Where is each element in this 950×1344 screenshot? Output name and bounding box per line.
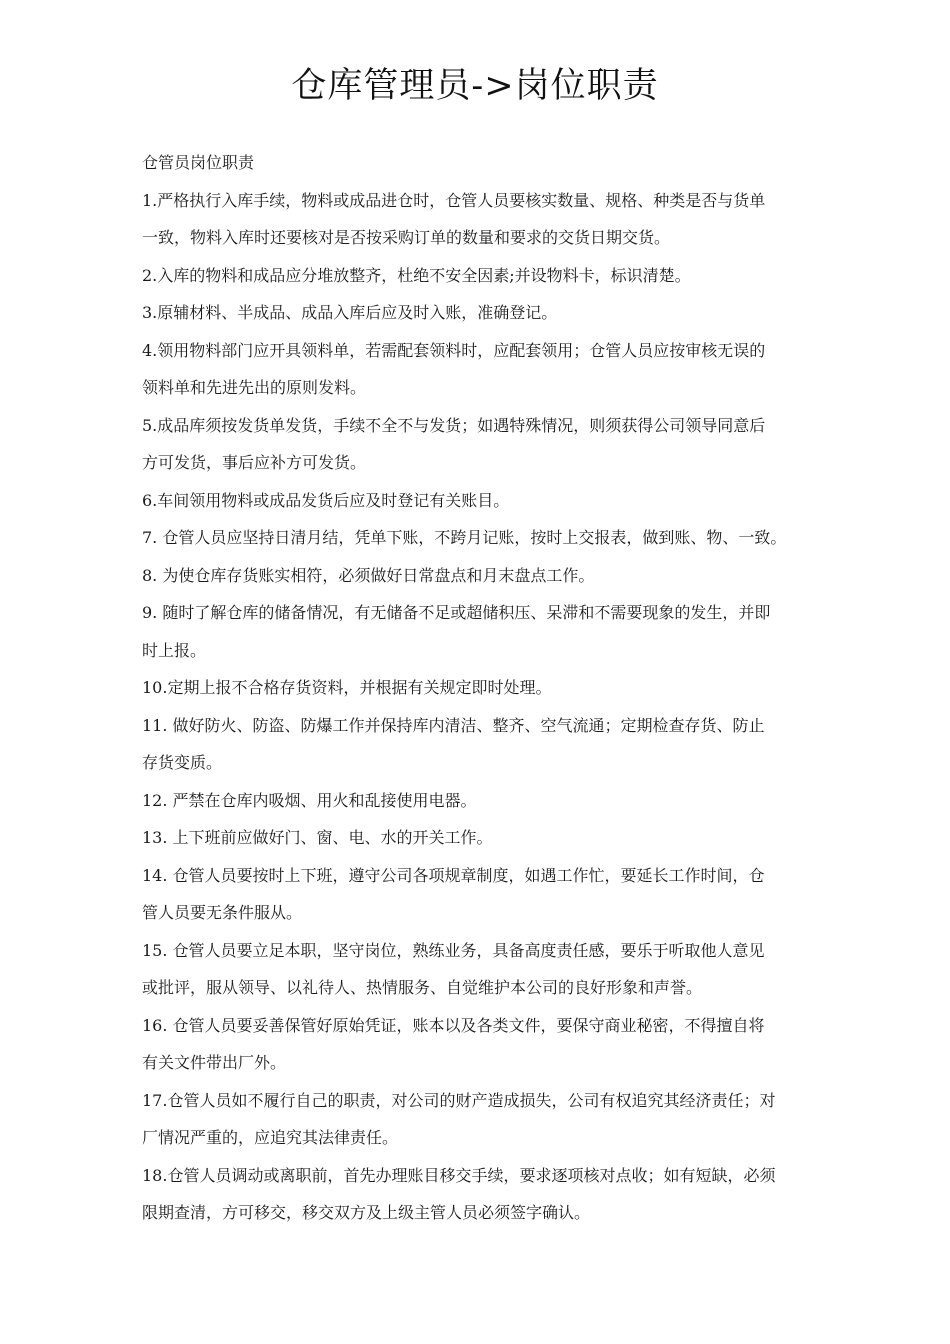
duty-item-line: 8. 为使仓库存货账实相符，必须做好日常盘点和月末盘点工作。 [142, 565, 595, 585]
duty-item-line: 厂情况严重的，应追究其法律责任。 [142, 1128, 399, 1147]
duty-item-line: 领料单和先进先出的原则发料。 [142, 378, 367, 397]
duty-item-line: 5.成品库须按发货单发货，手续不全不与发货；如遇特殊情况，则须获得公司领导同意后 [142, 415, 766, 435]
duty-item-line: 时上报。 [142, 640, 207, 660]
duty-item [142, 782, 842, 820]
duty-item-line: 11. 做好防火、防盗、防爆工作并保持库内清洁、整齐、空气流通；定期检查存货、防止 [142, 715, 765, 735]
duty-item [142, 707, 842, 782]
duty-item [142, 819, 842, 857]
duty-item [142, 594, 842, 669]
duty-item [142, 257, 842, 295]
duty-item-line: 17.仓管人员如不履行自己的职责，对公司的财产造成损失，公司有权追究其经济责任；对 [142, 1090, 776, 1110]
duty-item-line: 16. 仓管人员要妥善保管好原始凭证，账本以及各类文件，要保守商业秘密，不得擅自将 [142, 1015, 765, 1035]
duty-item-line: 15. 仓管人员要立足本职，坚守岗位，熟练业务，具备高度责任感，要乐于听取他人意见 [142, 940, 765, 960]
duty-item-line: 有关文件带出厂外。 [142, 1053, 287, 1072]
duty-item [142, 294, 842, 332]
duty-item-line: 14. 仓管人员要按时上下班，遵守公司各项规章制度，如遇工作忙，要延长工作时间，仓 [142, 865, 765, 885]
duty-item [142, 482, 842, 520]
duty-item [142, 1157, 842, 1232]
duty-item-line: 7. 仓管人员应坚持日清月结，凭单下账，不跨月记账，按时上交报表，做到账、物、一致。 [142, 528, 787, 547]
duty-item [142, 519, 842, 557]
duty-item [142, 669, 842, 707]
duty-item-line: 10.定期上报不合格存货资料，并根据有关规定即时处理。 [142, 678, 552, 697]
duty-item-line: 4.领用物料部门应开具领料单，若需配套领料时，应配套领用；仓管人员应按审核无误的 [142, 340, 766, 360]
duty-item-line: 方可发货，事后应补方可发货。 [142, 453, 367, 472]
duty-item-line: 管人员要无条件服从。 [142, 903, 303, 922]
duty-item-line: 1.严格执行入库手续，物料或成品进仓时，仓管人员要核实数量、规格、种类是否与货单 [142, 190, 766, 210]
duty-item-line: 13. 上下班前应做好门、窗、电、水的开关工作。 [142, 828, 493, 847]
duty-item [142, 332, 842, 407]
duty-item [142, 182, 842, 257]
page-title: 仓库管理员->岗位职责 [291, 66, 659, 106]
duty-item-line: 18.仓管人员调动或离职前，首先办理账目移交手续，要求逐项核对点收；如有短缺，必须 [142, 1165, 776, 1185]
duty-item-line: 12. 严禁在仓库内吸烟、用火和乱接使用电器。 [142, 790, 477, 810]
duty-item-line: 一致，物料入库时还要核对是否按采购订单的数量和要求的交货日期交货。 [142, 228, 671, 247]
duty-item-line: 限期查清，方可移交，移交双方及上级主管人员必须签字确认。 [142, 1203, 591, 1222]
duty-item-line: 9. 随时了解仓库的储备情况，有无储备不足或超储积压、呆滞和不需要现象的发生，并即 [142, 603, 771, 622]
duty-item [142, 557, 842, 595]
duty-item-line: 2.入库的物料和成品应分堆放整齐，杜绝不安全因素;并设物料卡，标识清楚。 [142, 265, 691, 285]
duty-item-line: 或批评，服从领导、以礼待人、热情服务、自觉维护本公司的良好形象和声誉。 [142, 978, 703, 997]
duty-item-line: 6.车间领用物料或成品发货后应及时登记有关账目。 [142, 490, 510, 510]
document-body [142, 144, 842, 1232]
section-subtitle: 仓管员岗位职责 [142, 153, 255, 172]
duty-item [142, 857, 842, 932]
duty-item [142, 932, 842, 1007]
duty-item-line: 3.原辅材料、半成品、成品入库后应及时入账，准确登记。 [142, 303, 558, 322]
duty-item [142, 407, 842, 482]
duty-item [142, 1082, 842, 1157]
duty-item-line: 存货变质。 [142, 753, 223, 772]
duty-item [142, 1007, 842, 1082]
duty-list [142, 182, 842, 1232]
